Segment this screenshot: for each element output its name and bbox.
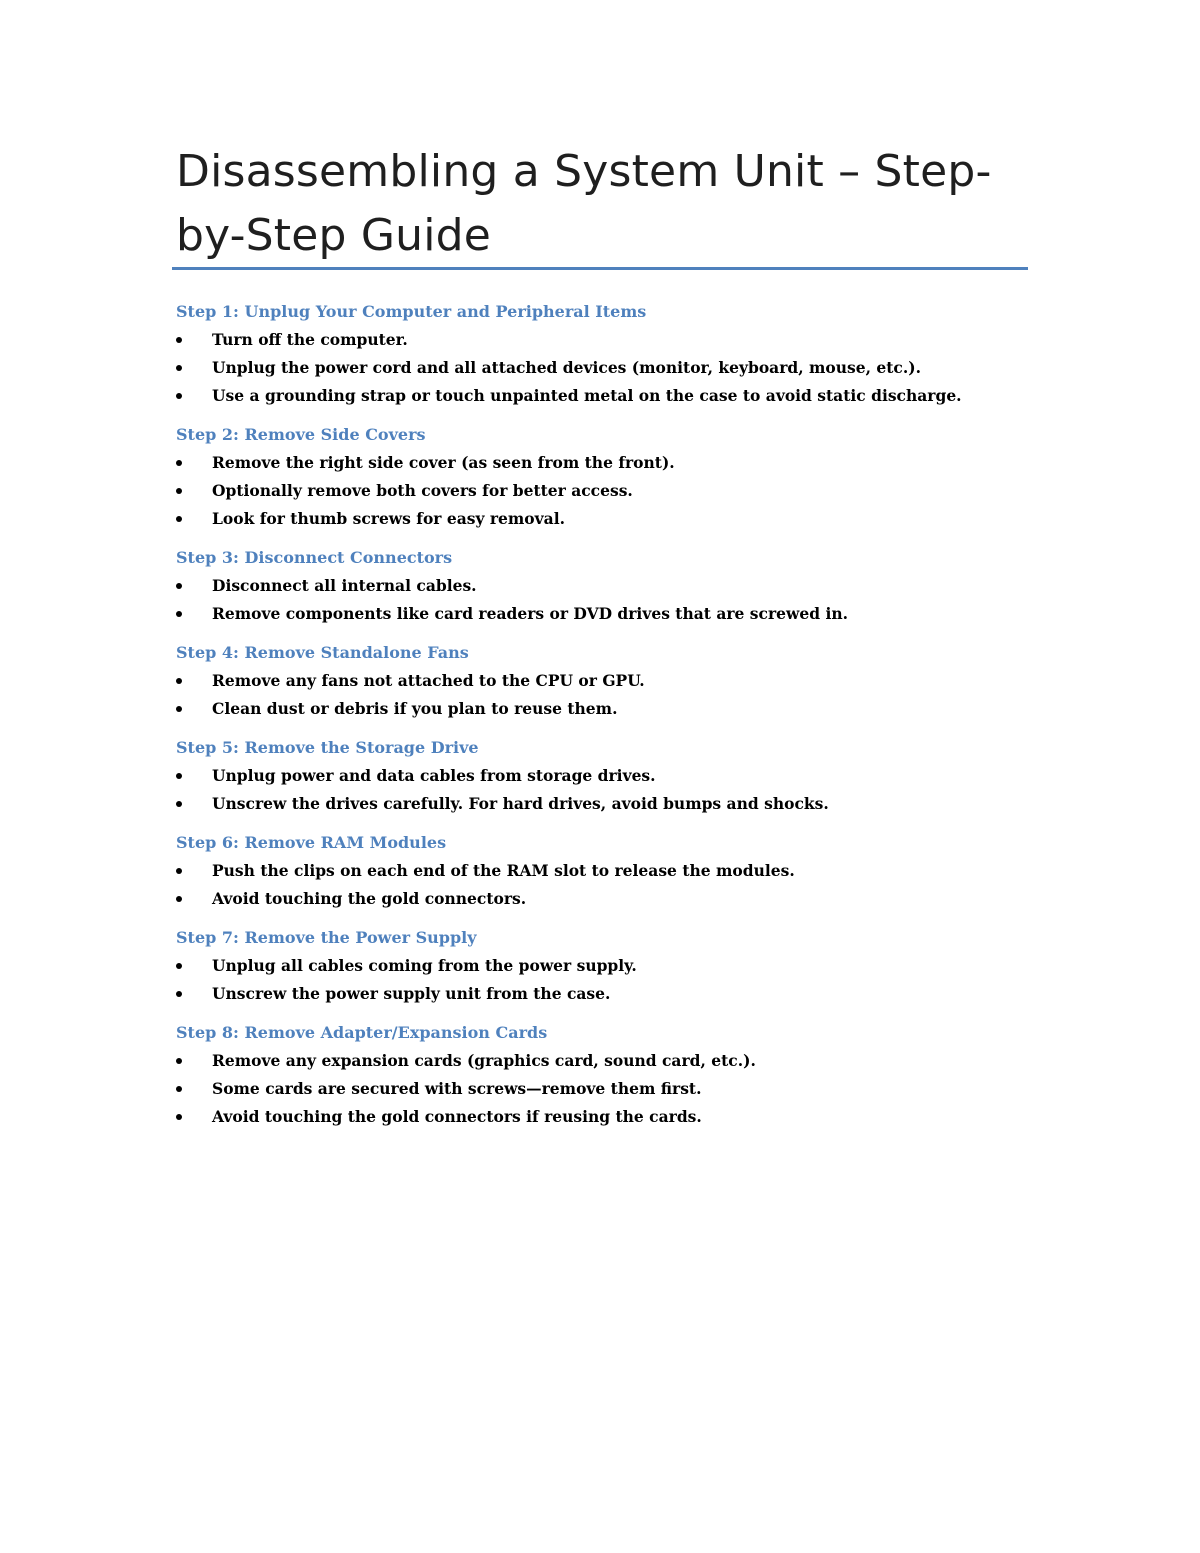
- step-1: [176, 298, 1036, 410]
- list-item: [176, 790, 1036, 818]
- step-7: [176, 924, 1036, 1008]
- step-heading: Step 1: Unplug Your Computer and Peripheral Items: [176, 302, 647, 321]
- list-item-text: Use a grounding strap or touch unpainted metal on the case to avoid static discharge.: [212, 386, 962, 405]
- bullet-dot-icon: [176, 1114, 182, 1120]
- list-item-text: Look for thumb screws for easy removal.: [212, 509, 565, 528]
- list-item-text: Unscrew the power supply unit from the case.: [212, 984, 611, 1003]
- list-item-text: Unplug the power cord and all attached devices (monitor, keyboard, mouse, etc.).: [212, 358, 921, 377]
- bullet-dot-icon: [176, 963, 182, 969]
- step-heading: Step 3: Disconnect Connectors: [176, 548, 453, 567]
- bullet-list: [176, 449, 1036, 533]
- list-item: [176, 354, 1036, 382]
- step-8: [176, 1019, 1036, 1131]
- list-item: [176, 600, 1036, 628]
- list-item-text: Disconnect all internal cables.: [212, 576, 477, 595]
- bullet-dot-icon: [176, 991, 182, 997]
- list-item: [176, 980, 1036, 1008]
- list-item-text: Clean dust or debris if you plan to reuse them.: [212, 699, 618, 718]
- step-heading: Step 4: Remove Standalone Fans: [176, 643, 469, 662]
- list-item-text: Unscrew the drives carefully. For hard drives, avoid bumps and shocks.: [212, 794, 829, 813]
- list-item-text: Optionally remove both covers for better access.: [212, 481, 633, 500]
- list-item: [176, 449, 1036, 477]
- list-item: [176, 326, 1036, 354]
- bullet-dot-icon: [176, 393, 182, 399]
- list-item: [176, 885, 1036, 913]
- list-item: [176, 477, 1036, 505]
- list-item: [176, 667, 1036, 695]
- bullet-list: [176, 857, 1036, 913]
- step-2: [176, 421, 1036, 533]
- title-underline: [172, 267, 1028, 270]
- list-item: [176, 1047, 1036, 1075]
- bullet-list: [176, 1047, 1036, 1131]
- steps-list: [176, 298, 1036, 1142]
- bullet-dot-icon: [176, 678, 182, 684]
- bullet-dot-icon: [176, 868, 182, 874]
- list-item-text: Some cards are secured with screws—remove them first.: [212, 1079, 702, 1098]
- list-item: [176, 695, 1036, 723]
- bullet-dot-icon: [176, 611, 182, 617]
- page-title: Disassembling a System Unit – Step-by-Step Guide: [176, 146, 992, 261]
- bullet-dot-icon: [176, 516, 182, 522]
- list-item-text: Unplug power and data cables from storage drives.: [212, 766, 656, 785]
- list-item: [176, 1103, 1036, 1131]
- step-5: [176, 734, 1036, 818]
- list-item: [176, 572, 1036, 600]
- bullet-dot-icon: [176, 460, 182, 466]
- list-item: [176, 1075, 1036, 1103]
- list-item-text: Unplug all cables coming from the power supply.: [212, 956, 637, 975]
- bullet-list: [176, 572, 1036, 628]
- bullet-dot-icon: [176, 773, 182, 779]
- step-6: [176, 829, 1036, 913]
- list-item-text: Remove any fans not attached to the CPU or GPU.: [212, 671, 645, 690]
- step-heading: Step 8: Remove Adapter/Expansion Cards: [176, 1023, 548, 1042]
- bullet-dot-icon: [176, 488, 182, 494]
- list-item-text: Remove components like card readers or DVD drives that are screwed in.: [212, 604, 848, 623]
- bullet-dot-icon: [176, 337, 182, 343]
- list-item: [176, 762, 1036, 790]
- bullet-list: [176, 326, 1036, 410]
- bullet-dot-icon: [176, 365, 182, 371]
- list-item: [176, 952, 1036, 980]
- bullet-dot-icon: [176, 706, 182, 712]
- bullet-list: [176, 762, 1036, 818]
- bullet-dot-icon: [176, 801, 182, 807]
- bullet-list: [176, 667, 1036, 723]
- list-item-text: Avoid touching the gold connectors if reusing the cards.: [212, 1107, 702, 1126]
- step-4: [176, 639, 1036, 723]
- step-heading: Step 6: Remove RAM Modules: [176, 833, 447, 852]
- list-item-text: Turn off the computer.: [212, 330, 408, 349]
- step-heading: Step 5: Remove the Storage Drive: [176, 738, 479, 757]
- list-item: [176, 505, 1036, 533]
- list-item-text: Remove the right side cover (as seen from the front).: [212, 453, 675, 472]
- list-item: [176, 857, 1036, 885]
- list-item: [176, 382, 1036, 410]
- bullet-dot-icon: [176, 1086, 182, 1092]
- list-item-text: Avoid touching the gold connectors.: [212, 889, 527, 908]
- step-heading: Step 7: Remove the Power Supply: [176, 928, 477, 947]
- bullet-list: [176, 952, 1036, 1008]
- list-item-text: Remove any expansion cards (graphics card, sound card, etc.).: [212, 1051, 756, 1070]
- step-3: [176, 544, 1036, 628]
- bullet-dot-icon: [176, 583, 182, 589]
- bullet-dot-icon: [176, 896, 182, 902]
- step-heading: Step 2: Remove Side Covers: [176, 425, 426, 444]
- bullet-dot-icon: [176, 1058, 182, 1064]
- list-item-text: Push the clips on each end of the RAM slot to release the modules.: [212, 861, 795, 880]
